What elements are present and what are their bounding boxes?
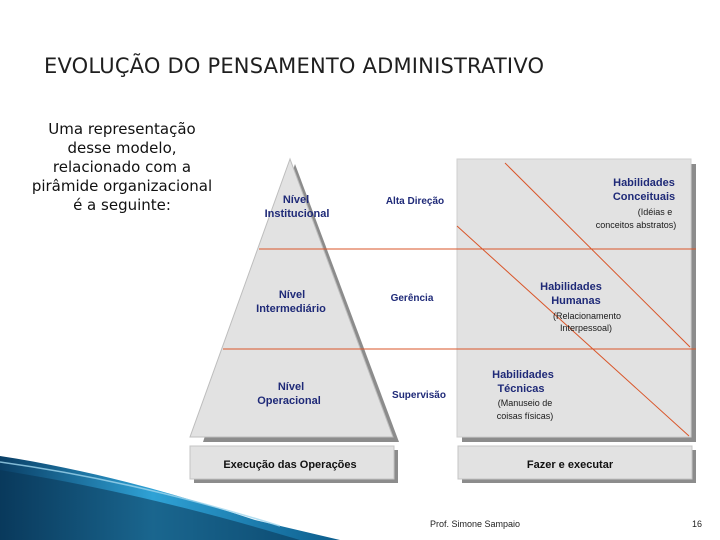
footer-author: Prof. Simone Sampaio [430, 519, 521, 529]
skill-title: Técnicas [497, 383, 545, 395]
level-label: Nível [277, 381, 305, 393]
level-label: Nível [282, 194, 310, 206]
skill-title: Humanas [551, 295, 601, 307]
level-label: Intermediário [256, 303, 326, 315]
pyramid-base-label: Execução das Operações [223, 459, 357, 471]
skill-note: (Relacionamento [552, 311, 622, 321]
description-line: desse modelo, [67, 139, 177, 157]
skill-title: Conceituais [612, 191, 676, 203]
skill-title: Habilidades [492, 369, 554, 381]
page-number: 16 [692, 519, 703, 529]
role-label: Gerência [390, 293, 434, 304]
skill-title: Habilidades [540, 281, 602, 293]
description-line: Uma representação [48, 120, 196, 138]
role-label: Supervisão [392, 390, 446, 401]
level-label: Institucional [264, 208, 330, 220]
skill-note: (Manuseio de [497, 398, 553, 408]
slide-title: EVOLUÇÃO DO PENSAMENTO ADMINISTRATIVO [44, 54, 545, 78]
skills-base-label: Fazer e executar [526, 459, 614, 471]
skill-note: Interpessoal) [559, 323, 613, 333]
description-line: é a seguinte: [73, 196, 171, 214]
level-label: Operacional [257, 395, 321, 407]
description-line: relacionado com a [52, 158, 192, 176]
skill-note: coisas físicas) [496, 411, 554, 421]
level-label: Nível [278, 289, 306, 301]
skill-note: conceitos abstratos) [595, 220, 677, 230]
description-line: pirâmide organizacional [31, 177, 213, 195]
role-label: Alta Direção [385, 196, 445, 207]
skill-title: Habilidades [613, 177, 675, 189]
skill-note: (Idéias e [637, 207, 673, 217]
